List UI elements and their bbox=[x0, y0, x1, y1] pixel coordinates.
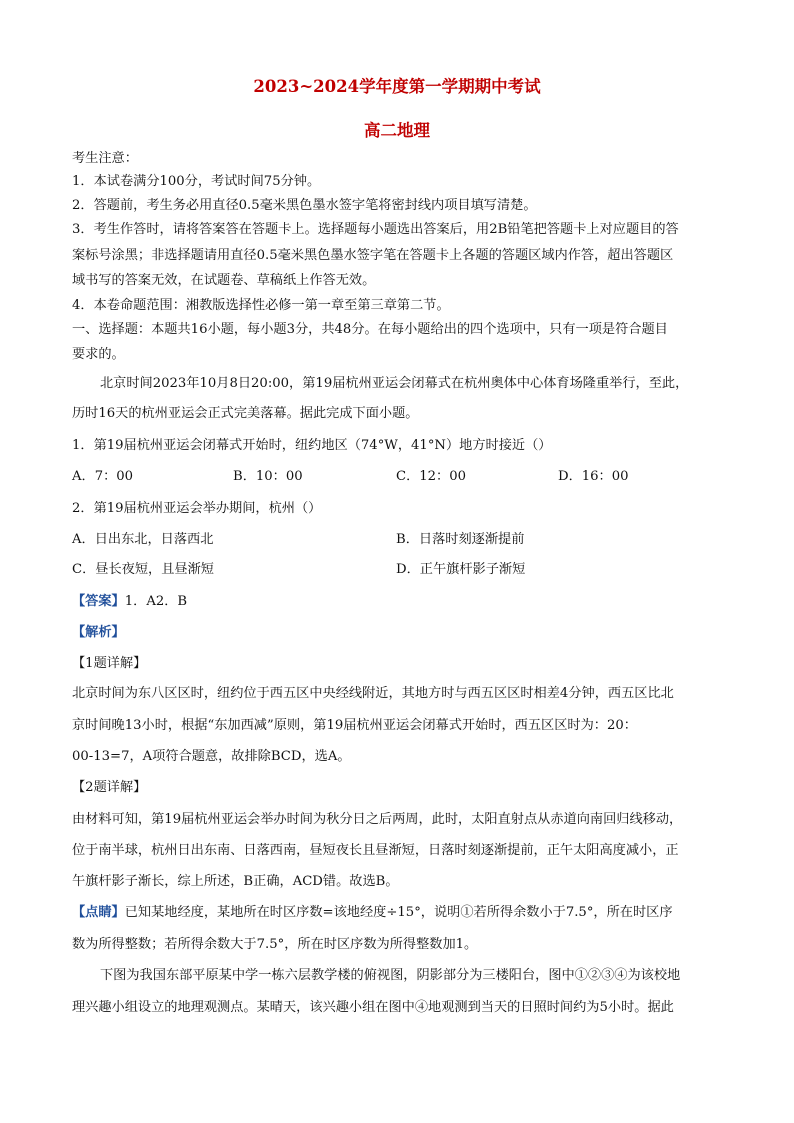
question-1-option-d: D．16：00 bbox=[558, 469, 629, 484]
notes-heading: 考生注意： bbox=[72, 151, 138, 166]
note-item-3: 3．考生作答时，请将答案答在答题卡上。选择题每小题选出答案后，用2B铅笔把答题卡上对应题目的答 bbox=[72, 222, 679, 237]
question-1-option-a: A．7：00 bbox=[72, 469, 134, 484]
detail-2-text-cont: 位于南半球，杭州日出东南、日落西南，昼短夜长且昼渐短，日落时刻逐渐提前，正午太阳高度减小，正 bbox=[72, 843, 679, 858]
question-1-stem: 1．第19届杭州亚运会闭幕式开始时，纽约地区（74°W，41°N）地方时接近（） bbox=[72, 438, 552, 453]
note-item-3-cont: 案标号涂黑；非选择题请用直径0.5毫米黑色墨水签字笔在答题卡上各题的答题区域内作答，超出答题区 bbox=[72, 248, 674, 263]
question-1-option-c: C．12：00 bbox=[396, 469, 467, 484]
tip-label: 【点睛】 bbox=[72, 905, 125, 920]
detail-1-text-cont2: 00-13=7，A项符合题意，故排除BCD，选A。 bbox=[72, 749, 351, 764]
question-2-option-d: D．正午旗杆影子渐短 bbox=[396, 562, 526, 577]
note-item-2: 2．答题前，考生务必用直径0.5毫米黑色墨水签字笔将密封线内项目填写清楚。 bbox=[72, 198, 537, 213]
note-item-1: 1．本试卷满分100分，考试时间75分钟。 bbox=[72, 174, 321, 189]
detail-2-text-cont2: 午旗杆影子渐长，综上所述，B正确，ACD错。故选B。 bbox=[72, 874, 399, 889]
passage-2: 下图为我国东部平原某中学一栋六层教学楼的俯视图，阴影部分为三楼阳台，图中①②③④为该校地 bbox=[100, 968, 681, 983]
note-item-3-cont2: 域书写的答案无效，在试题卷、草稿纸上作答无效。 bbox=[72, 273, 376, 288]
question-2-option-b: B．日落时刻逐渐提前 bbox=[396, 532, 525, 547]
answer-label: 【答案】 bbox=[72, 594, 125, 609]
detail-2-label: 【2题详解】 bbox=[72, 780, 147, 795]
tip-text-cont: 数为所得整数；若所得余数大于7.5°，所在时区序数为所得整数加1。 bbox=[72, 937, 478, 952]
passage-1: 北京时间2023年10月8日20:00，第19届杭州亚运会闭幕式在杭州奥体中心体育场隆重举行，至此， bbox=[100, 376, 689, 391]
passage-1-cont: 历时16天的杭州亚运会正式完美落幕。据此完成下面小题。 bbox=[72, 406, 419, 421]
detail-2-text: 由材料可知，第19届杭州亚运会举办时间为秋分日之后两周，此时，太阳直射点从赤道向南回归线移动， bbox=[72, 812, 683, 827]
tip-line bbox=[72, 904, 727, 922]
section-1-instructions: 一、选择题：本题共16小题，每小题3分，共48分。在每小题给出的四个选项中，只有一项是符合题目 bbox=[72, 322, 668, 337]
answer-text: 1．A2．B bbox=[124, 594, 188, 609]
detail-1-label: 【1题详解】 bbox=[72, 656, 147, 671]
analysis-label: 【解析】 bbox=[72, 625, 125, 640]
exam-subject: 高二地理 bbox=[364, 121, 430, 140]
passage-2-cont: 理兴趣小组设立的地理观测点。某晴天，该兴趣小组在图中④地观测到当天的日照时间约为5小时。据此 bbox=[72, 1000, 674, 1015]
tip-text: 已知某地经度，某地所在时区序数=该地经度÷15°，说明①若所得余数小于7.5°，所在时区序 bbox=[124, 905, 673, 920]
question-2-option-c: C．昼长夜短，且昼渐短 bbox=[72, 562, 214, 577]
answer-line bbox=[72, 593, 727, 611]
section-1-instructions-cont: 要求的。 bbox=[72, 347, 125, 362]
exam-title: 2023~2024学年度第一学期期中考试 bbox=[253, 77, 541, 96]
detail-1-text-cont: 京时间晚13小时，根据“东加西减”原则，第19届杭州亚运会闭幕式开始时，西五区区时为：20： bbox=[72, 718, 637, 733]
question-2-stem: 2．第19届杭州亚运会举办期间，杭州（） bbox=[72, 501, 322, 516]
question-2-option-a: A．日出东北，日落西北 bbox=[72, 532, 214, 547]
detail-1-text: 北京时间为东八区区时，纽约位于西五区中央经线附近，其地方时与西五区区时相差4分钟，西五区比北 bbox=[72, 686, 674, 701]
question-1-option-b: B．10：00 bbox=[233, 469, 303, 484]
note-item-4: 4．本卷命题范围：湘教版选择性必修一第一章至第三章第二节。 bbox=[72, 298, 450, 313]
